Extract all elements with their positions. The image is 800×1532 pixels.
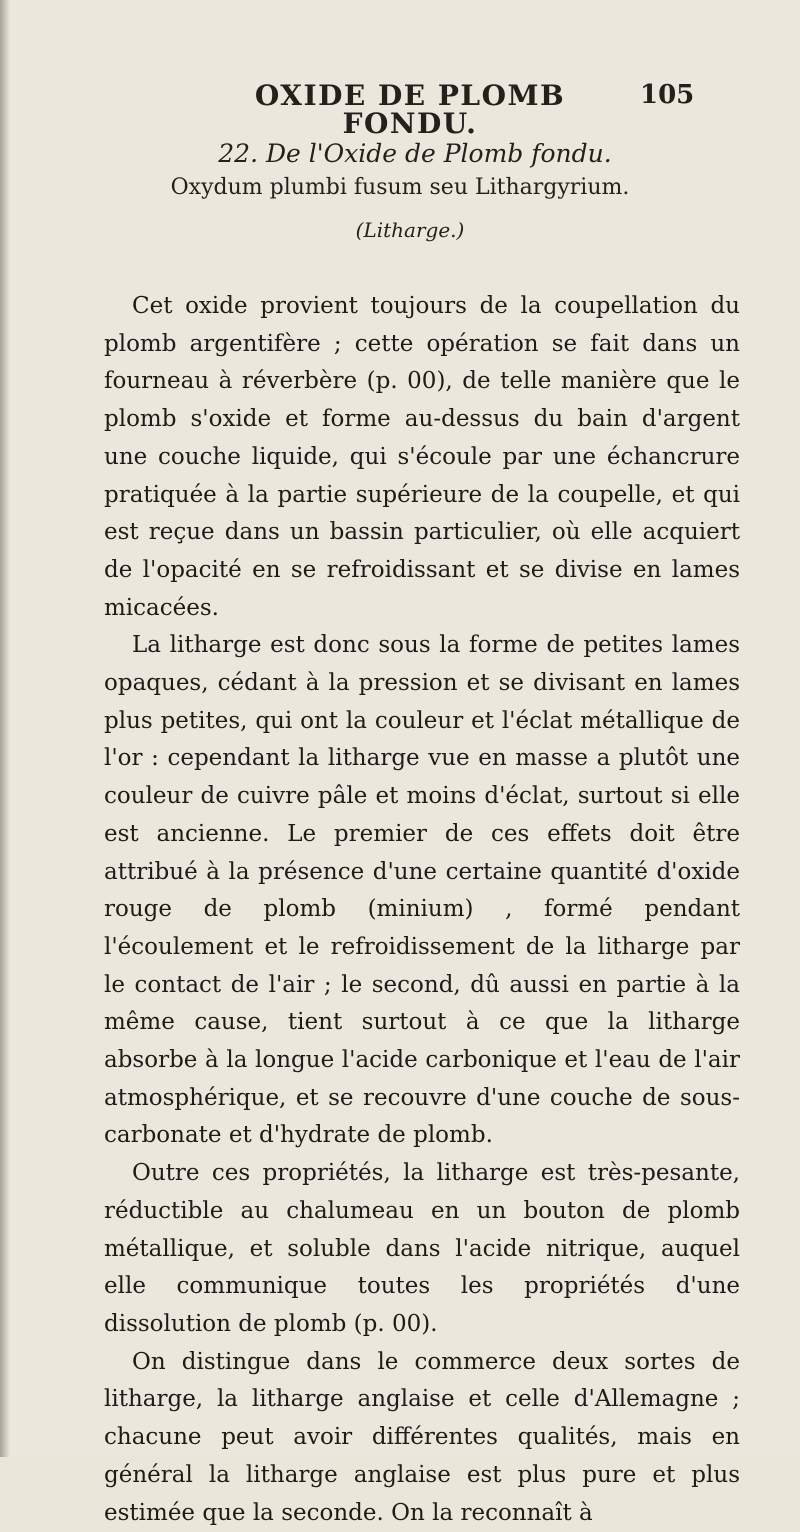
running-header: OXIDE DE PLOMB FONDU. (254, 79, 566, 140)
body-text (104, 288, 740, 1532)
common-name: (Litharge.) (355, 218, 465, 242)
section-heading (0, 137, 800, 245)
section-title: 22. De l'Oxide de Plomb fondu. (218, 139, 612, 168)
paragraph-3: Outre ces propriétés, la litharge est très-pesante, réductible au chalumeau en un bouton de plomb métallique, et soluble dans l'acide nitrique, auquel elle communique toutes les propriétés d'une dissolution de plomb (p. 00). (104, 1160, 740, 1337)
paragraph-2: La litharge est donc sous la forme de petites lames opaques, cédant à la pression et se divisant en lames plus petites, qui ont la couleur et l'éclat métallique de l'or : cependant la litharge vue en masse a plutôt une couleur de cuivre pâle et moins d'éclat, surtout si elle est ancienne. Le premier de ces effets doit être attribué à la présence d'une certaine quantité d'oxide rouge de plomb (minium) , formé pendant l'écoulement et le refroidissement de la litharge par le contact de l'air ; le second, dû aussi en partie à la même cause, tient surtout à ce que la litharge absorbe à la longue l'acide carbonique et l'eau de l'air atmosphérique, et se recouvre d'une couche de sous-carbonate et d'hydrate de plomb. (104, 632, 740, 1149)
paragraph-4: On distingue dans le commerce deux sortes de litharge, la litharge anglaise et celle d'Allemagne ; chacune peut avoir différentes qualités, mais en général la litharge anglaise est plus pure et plus estimée que la seconde. On la reconnaît à (104, 1348, 740, 1526)
latin-name: Oxydum plumbi fusum seu Lithargyrium. (170, 175, 630, 200)
page-number: 105 (640, 80, 695, 110)
paragraph-1: Cet oxide provient toujours de la coupellation du plomb argentifère ; cette opération se fait dans un fourneau à réverbère (p. 00), de telle manière que le plomb s'oxide et forme au-dessus du bain d'argent une couche liquide, qui s'écoule par une échancrure pratiquée à la partie supérieure de la coupelle, et qui est reçue dans un bassin particulier, où elle acquiert de l'opacité en se refroidissant et se divise en lames micacées. (104, 293, 740, 621)
